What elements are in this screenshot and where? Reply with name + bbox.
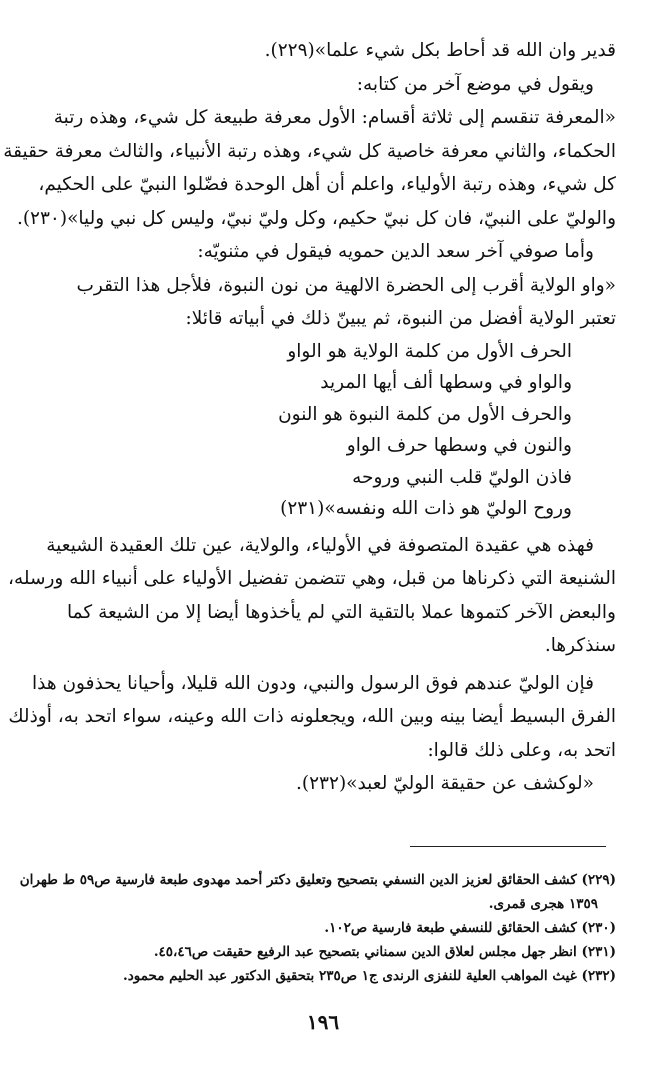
poem-line: والواو في وسطها ألف أيها المريد — [320, 372, 572, 393]
body-line: كل شيء، وهذه رتبة الأولياء، واعلم أن أهل الوحدة فضّلوا النبيّ على الحكيم، — [38, 174, 616, 195]
body-line: «لوكشف عن حقيقة الوليّ لعبد»(٢٣٢). — [296, 773, 594, 794]
footnote: ١٣٥٩ هجرى قمرى. — [488, 896, 598, 912]
poem-line: والحرف الأول من كلمة النبوة هو النون — [278, 403, 572, 425]
footnote: (٢٣٢) غيث المواهب العلية للنفزى الرندى ج١ ص٢٣٥ بتحقيق الدكتور عبد الحليم محمود. — [123, 968, 616, 984]
poem-line: الحرف الأول من كلمة الولاية هو الواو — [287, 340, 572, 362]
body-line: «واو الولاية أقرب إلى الحضرة الالهية من نون النبوة، فلأجل هذا التقرب — [76, 274, 616, 296]
body-line: وأما صوفي آخر سعد الدين حمويه فيقول في مثنويّه: — [197, 241, 594, 262]
poem-line: والنون في وسطها حرف الواو — [346, 435, 572, 456]
body-line: فإن الوليّ عندهم فوق الرسول والنبي، ودون الله قليلا، وأحيانا يحذفون هذا — [31, 672, 594, 694]
body-line: والوليّ على النبيّ، فان كل نبيّ حكيم، وكل وليّ نبيّ، وليس كل نبي وليا»(٢٣٠). — [16, 207, 616, 229]
body-line: «المعرفة تنقسم إلى ثلاثة أقسام: الأول معرفة طبيعة كل شيء، وهذه رتبة — [53, 107, 616, 128]
footnotes — [19, 868, 616, 988]
body-line: قدير وان الله قد أحاط بكل شيء علما»(٢٢٩). — [264, 40, 616, 61]
footnote: (٢٣١) انظر جهل مجلس لعلاق الدين سمناني بتصحيح عبد الرفيع حقيقت ص٤٥،٤٦. — [153, 944, 616, 960]
body-line: اتحد به، وعلى ذلك قالوا: — [427, 739, 616, 761]
page-body — [3, 34, 616, 801]
poem-line: فاذن الوليّ قلب النبي وروحه — [352, 466, 572, 488]
poem-line: وروح الوليّ هو ذات الله ونفسه»(٢٣١) — [280, 498, 572, 519]
body-line: والبعض الآخر كتموها عملا بالتقية التي لم يأخذوها أيضا إلا من الشيعة كما — [67, 601, 616, 623]
body-line: الفرق البسيط أيضا بينه وبين الله، ويجعلونه ذات الله وعينه، سواء اتحد به، أوذلك — [8, 706, 616, 727]
body-line: فهذه هي عقيدة المتصوفة في الأولياء، والولاية، عين تلك العقيدة الشيعية — [46, 534, 594, 556]
body-line: الشنيعة التي ذكرناها من قبل، وهي تتضمن تفضيل الأولياء على أنبياء الله ورسله، — [7, 568, 616, 589]
body-line: تعتبر الولاية أفضل من النبوة، ثم يبينّ ذلك في أبياته قائلا: — [185, 308, 616, 329]
body-line: الحكماء، والثاني معرفة خاصية كل شيء، وهذه رتبة الأنبياء، والثالث معرفة حقيقة — [3, 140, 616, 162]
page-number: ١٩٦ — [306, 1010, 340, 1034]
body-line: سنذكرها. — [544, 635, 616, 656]
footnote-divider — [410, 846, 606, 847]
poem-block — [36, 336, 616, 525]
footnote: (٢٢٩) كشف الحقائق لعزيز الدين النسفي بتصحيح وتعليق دكتر أحمد مهدوى طبعة فارسية ص٥٩ ط طهران — [19, 872, 616, 888]
footnote: (٢٣٠) كشف الحقائق للنسفي طبعة فارسية ص١٠٢. — [324, 920, 616, 936]
body-line: ويقول في موضع آخر من كتابه: — [356, 73, 594, 95]
